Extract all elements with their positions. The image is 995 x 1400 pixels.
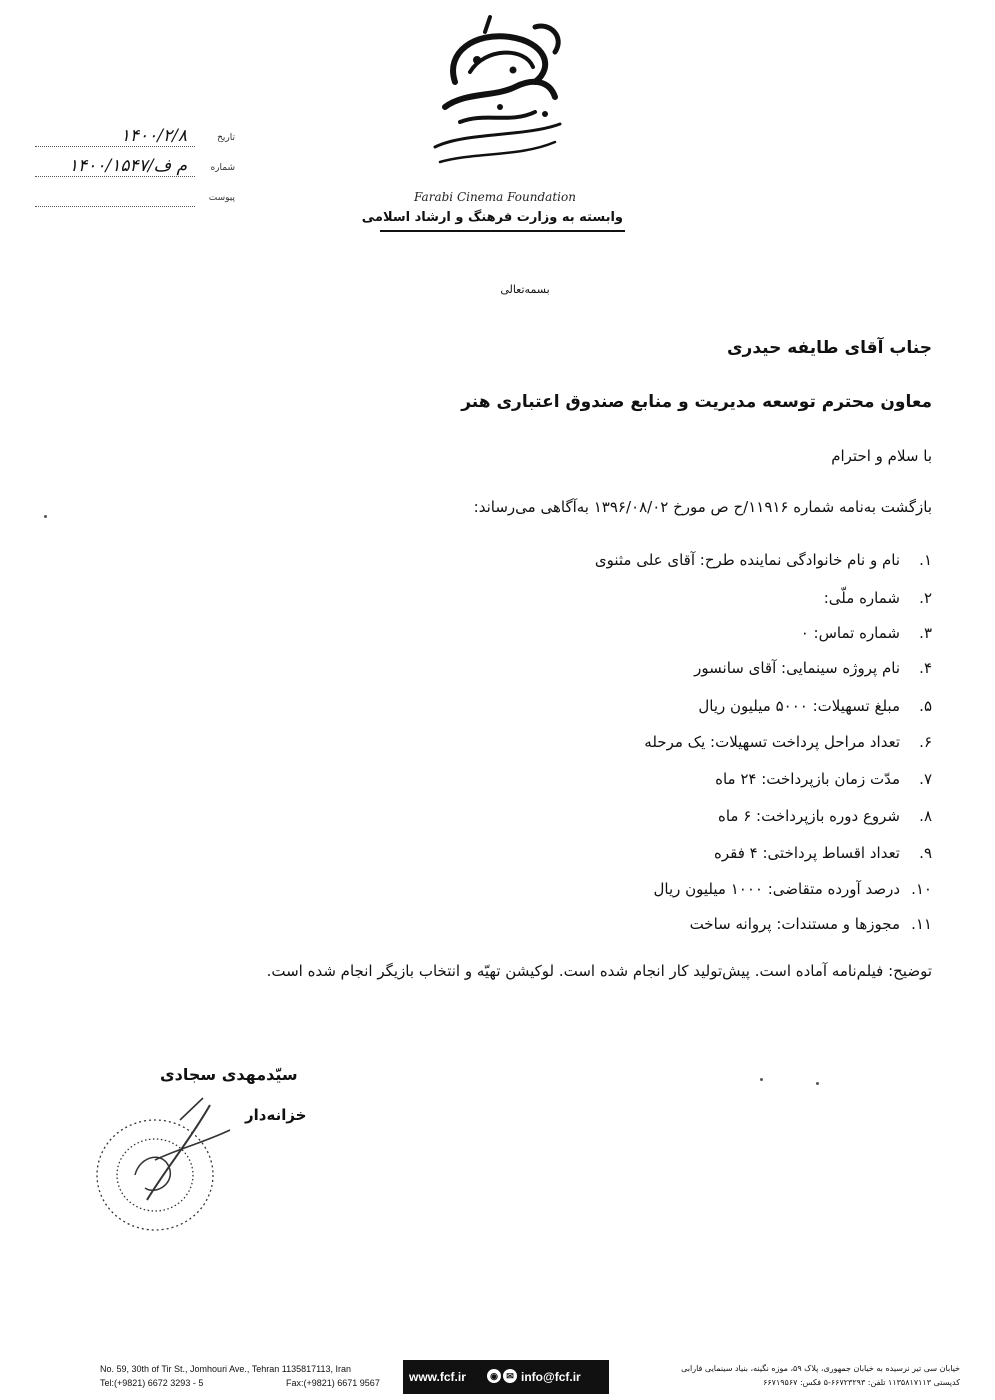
- list-item: [715, 770, 932, 788]
- item-number: ۴.: [919, 659, 932, 677]
- item-number: ۱.: [919, 551, 932, 569]
- list-item: [801, 624, 932, 642]
- greeting: با سلام و احترام: [831, 447, 932, 465]
- footer-phone-fa: کدپستی ۱۱۳۵۸۱۷۱۱۳ تلفن: ۶۶۷۲۳۲۹۳-۵ فکس: ۶۶۷۱۹۵۶۷: [763, 1378, 960, 1387]
- addressee-name: جناب آقای طایفه حیدری: [726, 338, 932, 358]
- item-number: ۸.: [919, 807, 932, 825]
- list-item: [690, 915, 932, 933]
- date-value: ۱۴۰۰/۲/۸: [120, 126, 187, 146]
- signatory-title: خزانه‌دار: [245, 1106, 307, 1124]
- footer-persian: [615, 1362, 960, 1390]
- website-link[interactable]: www.fcf.ir: [409, 1370, 466, 1384]
- foundation-latin-name: Farabi Cinema Foundation: [414, 190, 576, 204]
- item-number: ۹.: [919, 844, 932, 862]
- list-item: [694, 659, 932, 677]
- bismillah: بسمه‌تعالی: [500, 283, 550, 296]
- email-link[interactable]: info@fcf.ir: [521, 1370, 581, 1384]
- scan-speck: [44, 515, 47, 518]
- number-row: [35, 158, 235, 182]
- item-number: ۵.: [919, 697, 932, 715]
- note-paragraph: توضیح: فیلم‌نامه آماده است. پیش‌تولید کار انجام شده است. لوکیشن تهیّه و انتخاب بازیگر انجام شده است.: [266, 962, 932, 980]
- mail-icon: ✉: [503, 1369, 517, 1383]
- list-item: [718, 807, 932, 825]
- footer-contact-bar: [403, 1360, 609, 1394]
- affiliation-underline: [380, 230, 625, 232]
- list-item: [698, 697, 932, 715]
- item-number: ۲.: [919, 589, 932, 607]
- item-number: ۷.: [919, 770, 932, 788]
- footer-address-en: No. 59, 30th of Tir St., Jomhouri Ave., Tehran 1135817113, Iran: [100, 1364, 351, 1374]
- item-text: مدّت زمان بازپرداخت: ۲۴ ماه: [715, 770, 900, 788]
- date-row: [35, 128, 235, 152]
- date-label: تاریخ: [217, 133, 235, 143]
- attachment-label: پیوست: [208, 193, 235, 203]
- item-number: ۱۱.: [911, 915, 932, 933]
- list-item: [644, 733, 932, 751]
- footer: [0, 1358, 995, 1400]
- list-item: [714, 844, 932, 862]
- number-value: ۱۴۰۰/م ف/۱۵۴۷: [68, 156, 187, 176]
- letterhead: [370, 12, 620, 242]
- foundation-logo-icon: [415, 12, 575, 177]
- attachment-row: [35, 188, 235, 212]
- item-text: شروع دوره بازپرداخت: ۶ ماه: [717, 807, 900, 825]
- attachment-line: [35, 206, 195, 207]
- item-number: ۱۰.: [911, 880, 932, 898]
- globe-icon: ◉: [487, 1369, 501, 1383]
- item-text: درصد آورده متقاضی: ۱۰۰۰ میلیون ریال: [653, 880, 900, 898]
- scan-speck: [816, 1082, 819, 1085]
- date-line: [35, 146, 195, 147]
- scan-speck: [760, 1078, 763, 1081]
- item-text: شماره تماس: ۰: [800, 624, 900, 642]
- list-item: [595, 551, 932, 569]
- footer-address-fa: خیابان سی تیر نرسیده به خیابان جمهوری، پلاک ۵۹، موزه نگینه، بنیاد سینمایی فارابی: [681, 1364, 960, 1373]
- signatory-name: سیّدمهدی سجادی: [160, 1065, 298, 1084]
- item-number: ۶.: [919, 733, 932, 751]
- list-item: [824, 589, 932, 607]
- item-text: تعداد اقساط پرداختی: ۴ فقره: [714, 844, 900, 862]
- number-label: شماره: [210, 163, 235, 173]
- list-item: [653, 880, 932, 898]
- intro-paragraph: بازگشت به‌نامه شماره ۱۱۹۱۶/ح ص مورخ ۱۳۹۶/۰۸/۰۲ به‌آگاهی می‌رساند:: [473, 498, 932, 516]
- footer-english: [100, 1362, 380, 1390]
- affiliation-line: وابسته به وزارت فرهنگ و ارشاد اسلامی: [361, 210, 623, 225]
- item-text: مبلغ تسهیلات: ۵۰۰۰ میلیون ریال: [698, 697, 900, 715]
- item-text: نام و نام خانوادگی نماینده طرح: آقای علی مثنوی: [594, 551, 900, 569]
- number-line: [35, 176, 195, 177]
- footer-fax-en: Fax:(+9821) 6671 9567: [286, 1378, 380, 1388]
- item-number: ۳.: [919, 624, 932, 642]
- item-text: تعداد مراحل پرداخت تسهیلات: یک مرحله: [644, 733, 900, 751]
- item-text: مجوزها و مستندات: پروانه ساخت: [689, 915, 900, 933]
- item-text: شماره ملّی:: [823, 589, 900, 607]
- item-text: نام پروژه سینمایی: آقای سانسور: [694, 659, 900, 677]
- addressee-title: معاون محترم توسعه مدیریت و منابع صندوق اعتباری هنر: [461, 392, 932, 412]
- footer-tel-en: Tel:(+9821) 6672 3293 - 5: [100, 1378, 204, 1388]
